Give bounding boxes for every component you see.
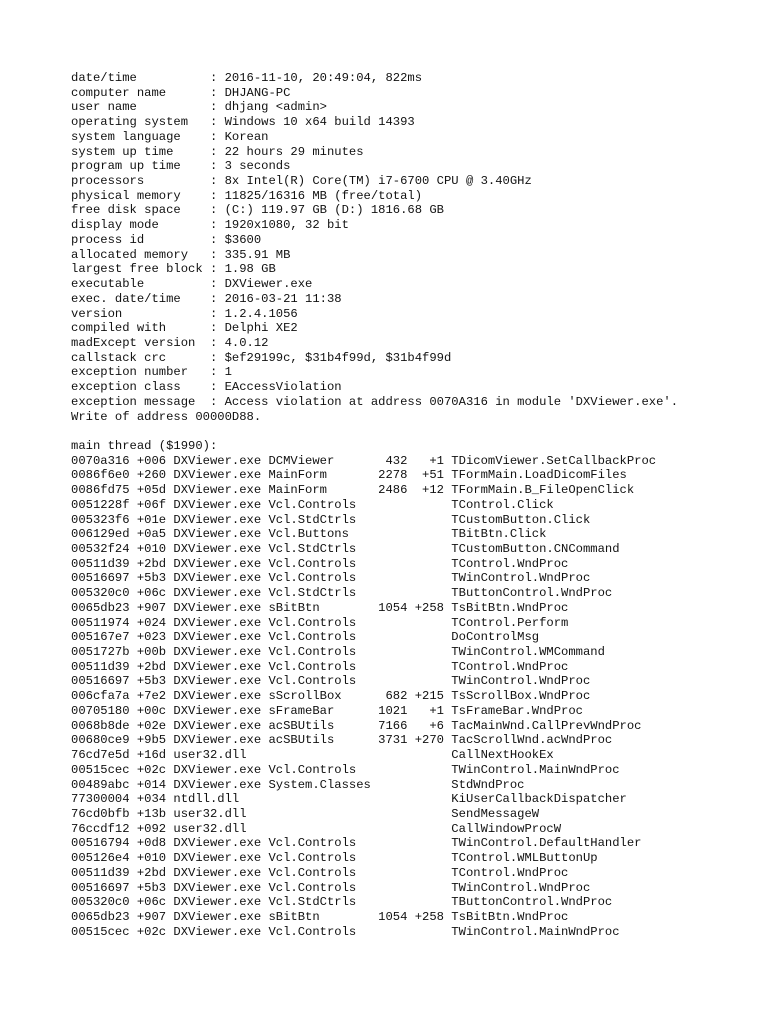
callstack-line: 00511d39 +2bd DXViewer.exe Vcl.Controls TControl.WndProc (71, 556, 569, 571)
report-line-version: version : 1.2.4.1056 (71, 306, 298, 321)
callstack-line: 0086f6e0 +260 DXViewer.exe MainForm 2278 +51 TFormMain.LoadDicomFiles (71, 468, 627, 483)
callstack-line: 00515cec +02c DXViewer.exe Vcl.Controls TWinControl.MainWndProc (71, 762, 620, 777)
callstack-line: 00680ce9 +9b5 DXViewer.exe acSBUtils 3731 +270 TacScrollWnd.acWndProc (71, 733, 613, 748)
callstack-line: 0070a316 +006 DXViewer.exe DCMViewer 432 +1 TDicomViewer.SetCallbackProc (71, 453, 657, 468)
callstack-line: 00515cec +02c DXViewer.exe Vcl.Controls TWinControl.MainWndProc (71, 924, 620, 939)
callstack-line: 76cd7e5d +16d user32.dll CallNextHookEx (71, 748, 554, 763)
callstack-line: 00516697 +5b3 DXViewer.exe Vcl.Controls TWinControl.WndProc (71, 880, 591, 895)
callstack-line: 0051228f +06f DXViewer.exe Vcl.Controls TControl.Click (71, 497, 554, 512)
callstack-line: 0065db23 +907 DXViewer.exe sBitBtn 1054 +258 TsBitBtn.WndProc (71, 600, 569, 615)
report-line-madexcept-version: madExcept version : 4.0.12 (71, 335, 269, 350)
report-line-processors: processors : 8x Intel(R) Core(TM) i7-6700 CPU @ 3.40GHz (71, 174, 532, 189)
callstack-line: 00489abc +014 DXViewer.exe System.Classes StdWndProc (71, 777, 525, 792)
report-line-free-disk-space: free disk space : (C:) 119.97 GB (D:) 1816.68 GB (71, 203, 444, 218)
report-line-exception-message: exception message : Access violation at address 0070A316 in module 'DXViewer.exe'. (71, 394, 679, 409)
report-line-display-mode: display mode : 1920x1080, 32 bit (71, 218, 349, 233)
callstack-line: 006129ed +0a5 DXViewer.exe Vcl.Buttons TBitBtn.Click (71, 527, 547, 542)
report-line-exception-number: exception number : 1 (71, 365, 232, 380)
report-line-executable: executable : DXViewer.exe (71, 277, 313, 292)
report-line-user-name: user name : dhjang <admin> (71, 100, 327, 115)
callstack-line: 0086fd75 +05d DXViewer.exe MainForm 2486 +12 TFormMain.B_FileOpenClick (71, 483, 635, 498)
report-line-program-up-time: program up time : 3 seconds (71, 159, 291, 174)
report-line-physical-memory: physical memory : 11825/16316 MB (free/total) (71, 188, 423, 203)
callstack-line: 00705180 +00c DXViewer.exe sFrameBar 1021 +1 TsFrameBar.WndProc (71, 703, 583, 718)
callstack-line: 77300004 +034 ntdll.dll KiUserCallbackDispatcher (71, 792, 627, 807)
callstack-line: 005320c0 +06c DXViewer.exe Vcl.StdCtrls TButtonControl.WndProc (71, 895, 613, 910)
report-line-exception-message-cont: Write of address 00000D88. (71, 409, 262, 424)
report-line-largest-free-block: largest free block : 1.98 GB (71, 262, 276, 277)
report-line-computer-name: computer name : DHJANG-PC (71, 85, 291, 100)
callstack-line: 76cd0bfb +13b user32.dll SendMessageW (71, 806, 540, 821)
callstack-line: 00511d39 +2bd DXViewer.exe Vcl.Controls TControl.WndProc (71, 865, 569, 880)
callstack-line: 00516794 +0d8 DXViewer.exe Vcl.Controls TWinControl.DefaultHandler (71, 836, 642, 851)
callstack-line: 76ccdf12 +092 user32.dll CallWindowProcW (71, 821, 562, 836)
report-line-operating-system: operating system : Windows 10 x64 build 14393 (71, 115, 415, 130)
report-line-system-up-time: system up time : 22 hours 29 minutes (71, 144, 364, 159)
thread-title: main thread ($1990): (71, 438, 218, 453)
report-line-compiled-with: compiled with : Delphi XE2 (71, 321, 298, 336)
report-line-process-id: process id : $3600 (71, 232, 262, 247)
blank-line (71, 424, 678, 439)
report-line-callstack-crc: callstack crc : $ef29199c, $31b4f99d, $31b4f99d (71, 350, 452, 365)
bug-report-document (71, 71, 678, 939)
callstack-line: 005320c0 +06c DXViewer.exe Vcl.StdCtrls TButtonControl.WndProc (71, 586, 613, 601)
report-header-block (71, 71, 678, 424)
callstack-line: 005167e7 +023 DXViewer.exe Vcl.Controls DoControlMsg (71, 630, 540, 645)
callstack-line: 00511974 +024 DXViewer.exe Vcl.Controls TControl.Perform (71, 615, 569, 630)
report-line-allocated-memory: allocated memory : 335.91 MB (71, 247, 291, 262)
callstack-block (71, 454, 678, 940)
report-line-date-time: date/time : 2016-11-10, 20:49:04, 822ms (71, 71, 423, 85)
callstack-line: 0065db23 +907 DXViewer.exe sBitBtn 1054 +258 TsBitBtn.WndProc (71, 909, 569, 924)
callstack-line: 005323f6 +01e DXViewer.exe Vcl.StdCtrls TCustomButton.Click (71, 512, 591, 527)
callstack-line: 005126e4 +010 DXViewer.exe Vcl.Controls TControl.WMLButtonUp (71, 851, 598, 866)
callstack-line: 0068b8de +02e DXViewer.exe acSBUtils 7166 +6 TacMainWnd.CallPrevWndProc (71, 718, 642, 733)
report-line-exception-class: exception class : EAccessViolation (71, 380, 342, 395)
callstack-line: 00516697 +5b3 DXViewer.exe Vcl.Controls TWinControl.WndProc (71, 571, 591, 586)
callstack-line: 00516697 +5b3 DXViewer.exe Vcl.Controls TWinControl.WndProc (71, 674, 591, 689)
callstack-line: 0051727b +00b DXViewer.exe Vcl.Controls TWinControl.WMCommand (71, 645, 605, 660)
report-line-exec-date-time: exec. date/time : 2016-03-21 11:38 (71, 291, 342, 306)
callstack-line: 00511d39 +2bd DXViewer.exe Vcl.Controls TControl.WndProc (71, 659, 569, 674)
report-line-system-language: system language : Korean (71, 129, 269, 144)
callstack-line: 00532f24 +010 DXViewer.exe Vcl.StdCtrls TCustomButton.CNCommand (71, 542, 620, 556)
callstack-line: 006cfa7a +7e2 DXViewer.exe sScrollBox 682 +215 TsScrollBox.WndProc (71, 689, 591, 704)
